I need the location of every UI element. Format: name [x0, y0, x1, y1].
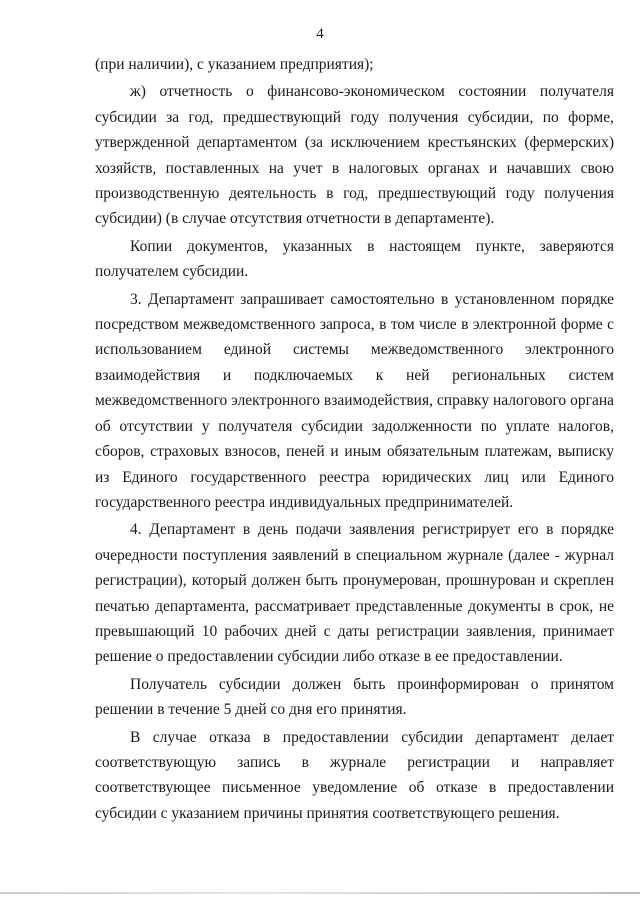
paragraph-item-zh: ж) отчетность о финансово-экономическом состоянии получателя субсидии за год, предшествующий году получения субсидии, по форме, утвержденной департаментом (за исключением крестьянских (фермерских) хозяйств, поставленных на учет в налоговых органах и начавших свою производственную деятельность в год, предшествующий году получения субсидии) (в случае отсутствия отчетности в департаменте). [95, 83, 614, 228]
page-number: 4 [316, 26, 324, 42]
document-body [95, 52, 614, 828]
paragraph-continuation: (при наличии), с указанием предприятия); [95, 56, 374, 73]
scan-edge-line [0, 892, 640, 894]
paragraph-refusal: В случае отказа в предоставлении субсидии департамент делает соответствующую запись в журнале регистрации и направляет соответствующее письменное уведомление об отказе в предоставлении субсидии с указанием причины принятия соответствующего решения. [95, 728, 614, 822]
paragraph-point-4: 4. Департамент в день подачи заявления регистрирует его в порядке очередности поступления заявлений в специальном журнале (далее - журнал регистрации), который должен быть пронумерован, прошнурован и скреплен печатью департамента, рассматривает представленные документы в срок, не превышающий 10 рабочих дней с даты регистрации заявления, принимает решение о предоставлении субсидии либо отказе в ее предоставлении. [95, 521, 614, 666]
paragraph-copies: Копии документов, указанных в настоящем пункте, заверяются получателем субсидии. [95, 237, 614, 281]
paragraph-point-3: 3. Департамент запрашивает самостоятельно в установленном порядке посредством межведомственного запроса, в том числе в электронной форме с использованием единой системы межведомственного электронного взаимодействия и подключаемых к ней региональных систем межведомственного электронного взаимодействия, справку налогового органа об отсутствии у получателя субсидии задолженности по уплате налогов, сборов, страховых взносов, пеней и иным обязательным платежам, выписку из Единого государственного реестра юридических лиц или Единого государственного реестра индивидуальных предпринимателей. [95, 290, 614, 511]
paragraph-notification: Получатель субсидии должен быть проинформирован о принятом решении в течение 5 дней со дня его принятия. [95, 675, 614, 719]
